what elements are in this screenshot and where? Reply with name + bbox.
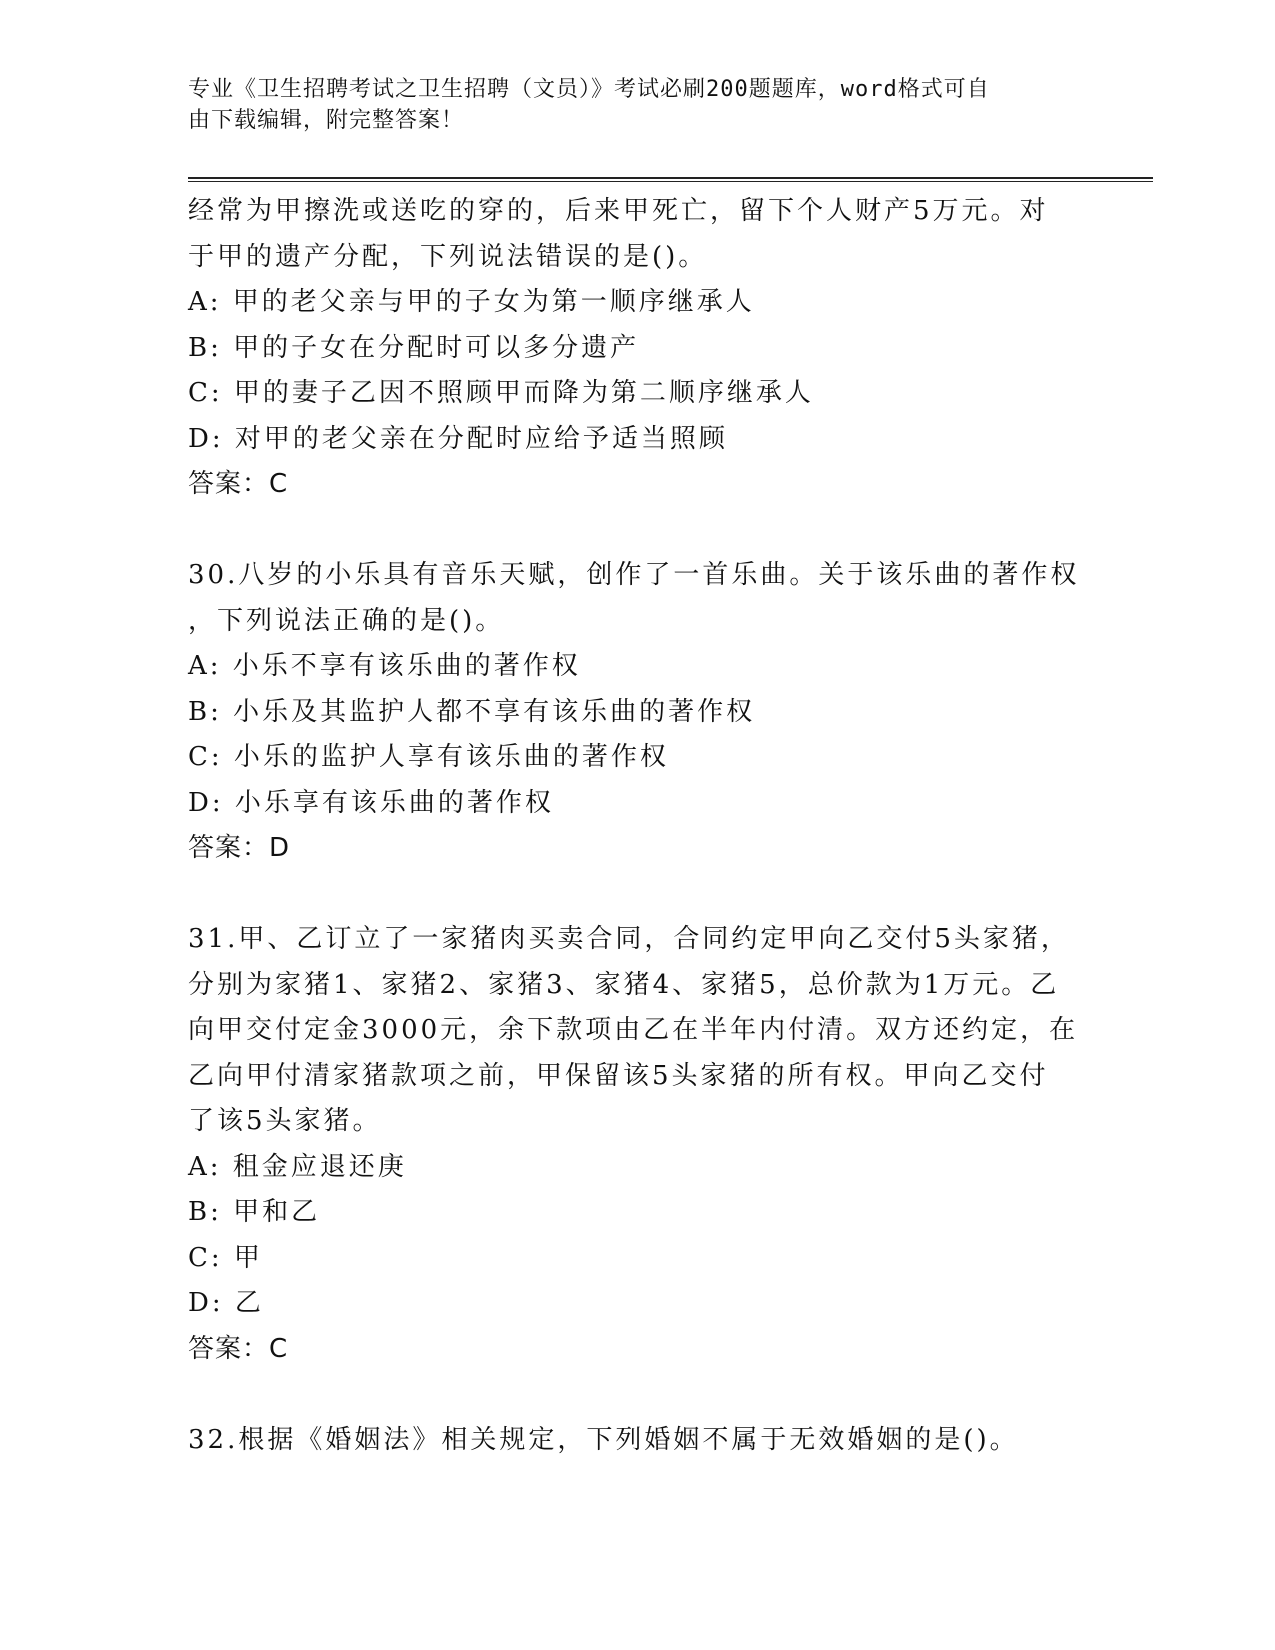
option-c: C: 甲的妻子乙因不照顾甲而降为第二顺序继承人 [188, 378, 814, 408]
option-c: C: 甲 [188, 1242, 263, 1273]
question-stem-line: 31.甲、乙订立了一家猪肉买卖合同，合同约定甲向乙交付5头家猪， [188, 924, 1070, 954]
spacer [188, 872, 1088, 918]
option-d: D: 乙 [188, 1288, 264, 1318]
question-stem-line: 32.根据《婚姻法》相关规定，下列婚姻不属于无效婚姻的是()。 [188, 1424, 1019, 1455]
question-list [188, 189, 1088, 1463]
option-d: D: 小乐享有该乐曲的著作权 [188, 787, 554, 818]
answer-line: 答案：D [188, 833, 291, 863]
header-line-1: 专业《卫生招聘考试之卫生招聘（文员）》考试必刷200题题库，word格式可自 [188, 77, 990, 102]
question-stem-line: 经常为甲擦洗或送吃的穿的，后来甲死亡，留下个人财产5万元。对 [188, 196, 1049, 226]
header-line-2: 由下载编辑，附完整答案！ [188, 108, 465, 133]
answer-line: 答案：C [188, 469, 289, 499]
option-d: D: 对甲的老父亲在分配时应给予适当照顾 [188, 423, 728, 454]
option-b: B: 小乐及其监护人都不享有该乐曲的著作权 [188, 696, 756, 727]
header-divider-thick [188, 177, 1153, 179]
question-stem-line: 向甲交付定金3000元，余下款项由乙在半年内付清。双方还约定，在 [188, 1015, 1079, 1045]
option-a: A: 租金应退还庚 [188, 1151, 407, 1182]
option-c: C: 小乐的监护人享有该乐曲的著作权 [188, 742, 669, 772]
question-stem-line: 分别为家猪1、家猪2、家猪3、家猪4、家猪5，总价款为1万元。乙 [188, 969, 1060, 1000]
option-b: B: 甲的子女在分配时可以多分遗产 [188, 332, 640, 363]
question-stem-line: ，下列说法正确的是()。 [188, 605, 505, 636]
question-stem-line: 30.八岁的小乐具有音乐天赋，创作了一首乐曲。关于该乐曲的著作权 [188, 560, 1080, 590]
question-29-continued [188, 189, 1088, 508]
spacer [188, 1372, 1088, 1418]
option-b: B: 甲和乙 [188, 1197, 321, 1227]
header-divider-thin [188, 181, 1153, 182]
option-a: A: 小乐不享有该乐曲的著作权 [188, 651, 581, 681]
option-a: A: 甲的老父亲与甲的子女为第一顺序继承人 [188, 287, 755, 317]
question-stem-line: 于甲的遗产分配，下列说法错误的是()。 [188, 241, 708, 272]
answer-line: 答案：C [188, 1333, 289, 1364]
document-header [188, 74, 1068, 136]
question-30 [188, 553, 1088, 872]
question-32 [188, 1418, 1088, 1464]
question-stem-line: 乙向甲付清家猪款项之前，甲保留该5头家猪的所有权。甲向乙交付 [188, 1060, 1049, 1091]
question-31 [188, 917, 1088, 1372]
question-stem-line: 了该5头家猪。 [188, 1106, 382, 1136]
spacer [188, 508, 1088, 554]
